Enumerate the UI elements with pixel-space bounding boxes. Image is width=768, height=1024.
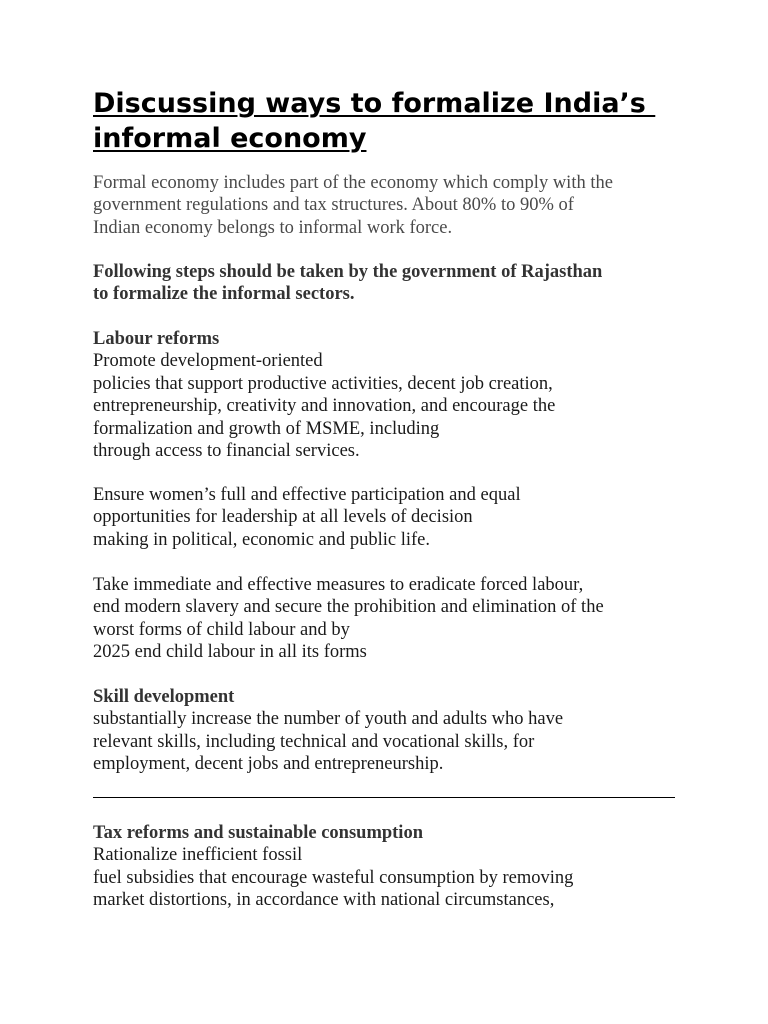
text-line: end modern slavery and secure the prohibition and elimination of the: [93, 597, 604, 618]
tax-section: [93, 822, 573, 912]
text-line: through access to financial services.: [93, 441, 360, 462]
text-line: Rationalize inefficient fossil: [93, 845, 303, 866]
labour-paragraph-child: [93, 574, 604, 664]
text-line: Ensure women’s full and effective participation and equal: [93, 485, 521, 505]
text-line: employment, decent jobs and entrepreneurship.: [93, 754, 444, 775]
text-line: entrepreneurship, creativity and innovation, and encourage the: [93, 396, 556, 417]
title-line: informal economy: [93, 123, 367, 154]
text-line: to formalize the informal sectors.: [93, 284, 355, 305]
text-line: Take immediate and effective measures to eradicate forced labour,: [93, 575, 584, 595]
labour-paragraph-women: [93, 484, 521, 551]
horizontal-divider: [93, 797, 675, 798]
labour-section: [93, 328, 555, 462]
skill-section: [93, 686, 563, 776]
text-line: formalization and growth of MSME, including: [93, 418, 440, 439]
text-line: Formal economy includes part of the economy which comply with the: [93, 173, 613, 193]
document-title: [93, 86, 693, 156]
text-line: market distortions, in accordance with national circumstances,: [93, 890, 555, 911]
text-line: fuel subsidies that encourage wasteful consumption by removing: [93, 867, 574, 888]
text-line: making in political, economic and public life.: [93, 529, 431, 550]
text-line: substantially increase the number of youth and adults who have: [93, 709, 564, 730]
section-heading-labour: Labour reforms: [93, 329, 220, 349]
text-line: 2025 end child labour in all its forms: [93, 642, 367, 663]
text-line: policies that support productive activities, decent job creation,: [93, 373, 553, 394]
text-line: Following steps should be taken by the government of Rajasthan: [93, 262, 603, 282]
lead-paragraph: [93, 261, 602, 306]
text-line: opportunities for leadership at all levels of decision: [93, 507, 473, 528]
intro-paragraph: [93, 172, 613, 239]
section-heading-tax: Tax reforms and sustainable consumption: [93, 823, 423, 843]
text-line: government regulations and tax structures. About 80% to 90% of: [93, 195, 574, 216]
title-line: Discussing ways to formalize India’s: [93, 88, 656, 119]
text-line: Promote development-oriented: [93, 351, 323, 372]
section-heading-skill: Skill development: [93, 687, 235, 707]
text-line: worst forms of child labour and by: [93, 619, 350, 640]
text-line: Indian economy belongs to informal work force.: [93, 217, 453, 238]
text-line: relevant skills, including technical and vocational skills, for: [93, 731, 535, 752]
